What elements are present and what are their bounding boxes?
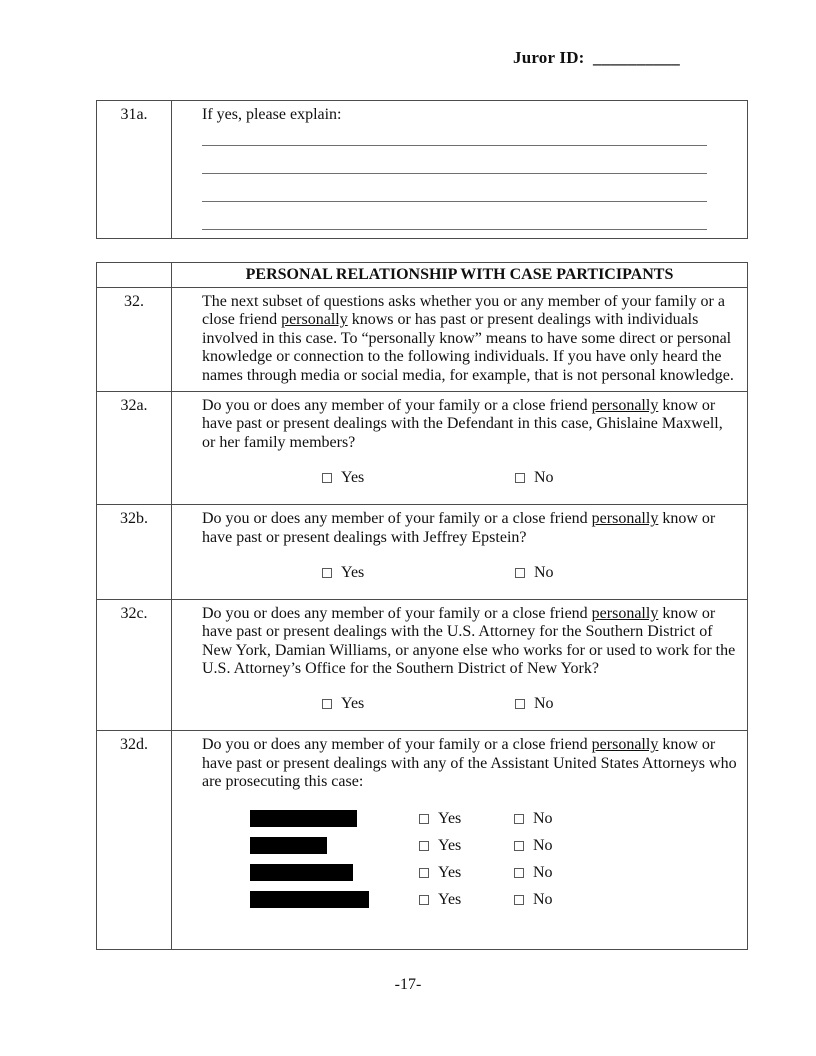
no-checkbox[interactable]: [515, 568, 525, 578]
yes-checkbox[interactable]: [419, 841, 429, 851]
question-row-32b: [97, 505, 748, 600]
section-header-row: [97, 263, 748, 288]
explain-answer-line[interactable]: [202, 146, 707, 174]
question-number: 32d.: [97, 731, 172, 949]
redacted-name-bar: [250, 810, 357, 827]
juror-id-label: Juror ID:: [513, 48, 585, 67]
yes-checkbox[interactable]: [419, 814, 429, 824]
no-label: No: [533, 890, 553, 908]
question-number: 32a.: [97, 391, 172, 504]
explain-answer-line[interactable]: [202, 174, 707, 202]
relationship-table: [96, 262, 748, 950]
no-checkbox[interactable]: [514, 895, 524, 905]
question-content: [172, 599, 748, 731]
question-text: Do you or does any member of your family or a close friend personally know or have past or present dealings with Jeffrey Epstein?: [202, 510, 716, 546]
question-row-32d: [97, 731, 748, 949]
yes-option-32d-2: [419, 837, 461, 855]
no-option-32d-4: [514, 891, 553, 909]
no-checkbox[interactable]: [515, 473, 525, 483]
explain-blank-lines: [202, 124, 737, 232]
no-option-32b: [515, 564, 554, 582]
yes-label: Yes: [438, 809, 462, 827]
question-content: [172, 731, 748, 949]
yes-option-32b: [322, 564, 364, 582]
juror-id-blank-line[interactable]: __________: [593, 48, 680, 67]
yes-label: Yes: [438, 836, 462, 854]
question-text: The next subset of questions asks whether you or any member of your family or a close friend personally knows or has past or present dealings with individuals involved in this case. To “personally know” means to have some direct or personal knowledge or connection to the following individuals. If you have only heard the names through media or social media, for example, that is not personal knowledge.: [202, 293, 734, 384]
question-content: [172, 101, 748, 239]
attorney-options-list: [202, 809, 737, 917]
explain-answer-line[interactable]: [202, 124, 707, 146]
question-number: 32.: [97, 288, 172, 392]
yes-label: Yes: [341, 695, 365, 713]
attorney-option-row-4: [202, 890, 737, 917]
juror-id-header: [0, 48, 816, 68]
question-text: Do you or does any member of your family or a close friend personally know or have past or present dealings with the Defendant in this case, Ghislaine Maxwell, or her family members?: [202, 396, 723, 451]
yes-label: Yes: [341, 563, 365, 581]
empty-number-cell: [97, 263, 172, 288]
question-row-32c: [97, 599, 748, 731]
explain-prompt: If yes, please explain:: [202, 106, 342, 123]
yes-option-32d-3: [419, 864, 461, 882]
attorney-option-row-1: [202, 809, 737, 836]
yes-checkbox[interactable]: [419, 868, 429, 878]
yes-label: Yes: [341, 469, 365, 487]
no-label: No: [534, 469, 554, 487]
redacted-name-bar: [250, 837, 327, 854]
no-label: No: [534, 563, 554, 581]
no-option-32a: [515, 469, 554, 487]
yes-checkbox[interactable]: [322, 473, 332, 483]
no-option-32d-2: [514, 837, 553, 855]
no-checkbox[interactable]: [514, 841, 524, 851]
yes-no-options-32b: [202, 564, 737, 584]
yes-label: Yes: [438, 890, 462, 908]
no-checkbox[interactable]: [514, 814, 524, 824]
question-text: Do you or does any member of your family or a close friend personally know or have past or present dealings with any of the Assistant United States Attorneys who are prosecuting this case:: [202, 736, 737, 791]
explain-answer-line[interactable]: [202, 202, 707, 230]
no-label: No: [533, 863, 553, 881]
no-option-32d-3: [514, 864, 553, 882]
yes-option-32d-4: [419, 891, 461, 909]
question-content: [172, 288, 748, 392]
no-label: No: [533, 836, 553, 854]
yes-no-options-32a: [202, 469, 737, 489]
question-row-32a: [97, 391, 748, 504]
page-number: -17-: [394, 976, 422, 993]
no-checkbox[interactable]: [515, 699, 525, 709]
no-label: No: [534, 695, 554, 713]
question-number: 32b.: [97, 505, 172, 600]
no-option-32d-1: [514, 810, 553, 828]
yes-option-32a: [322, 469, 364, 487]
redacted-name-bar: [250, 864, 353, 881]
yes-option-32c: [322, 695, 364, 713]
yes-option-32d-1: [419, 810, 461, 828]
no-label: No: [533, 809, 553, 827]
yes-checkbox[interactable]: [322, 568, 332, 578]
yes-no-options-32c: [202, 695, 737, 715]
question-text: Do you or does any member of your family or a close friend personally know or have past or present dealings with the U.S. Attorney for the Southern District of New York, Damian Williams, or anyone else who works for or used to work for the U.S. Attorney’s Office for the Southern District of New York?: [202, 604, 736, 678]
explain-table: [96, 100, 748, 239]
attorney-option-row-2: [202, 836, 737, 863]
redacted-name-bar: [250, 891, 369, 908]
no-option-32c: [515, 695, 554, 713]
question-number: 32c.: [97, 599, 172, 731]
attorney-option-row-3: [202, 863, 737, 890]
question-content: [172, 505, 748, 600]
yes-label: Yes: [438, 863, 462, 881]
question-number: 31a.: [97, 101, 172, 239]
section-title: PERSONAL RELATIONSHIP WITH CASE PARTICIPANTS: [172, 263, 748, 288]
yes-checkbox[interactable]: [322, 699, 332, 709]
no-checkbox[interactable]: [514, 868, 524, 878]
question-row-31a: [97, 101, 748, 239]
question-content: [172, 391, 748, 504]
yes-checkbox[interactable]: [419, 895, 429, 905]
question-row-32: [97, 288, 748, 392]
